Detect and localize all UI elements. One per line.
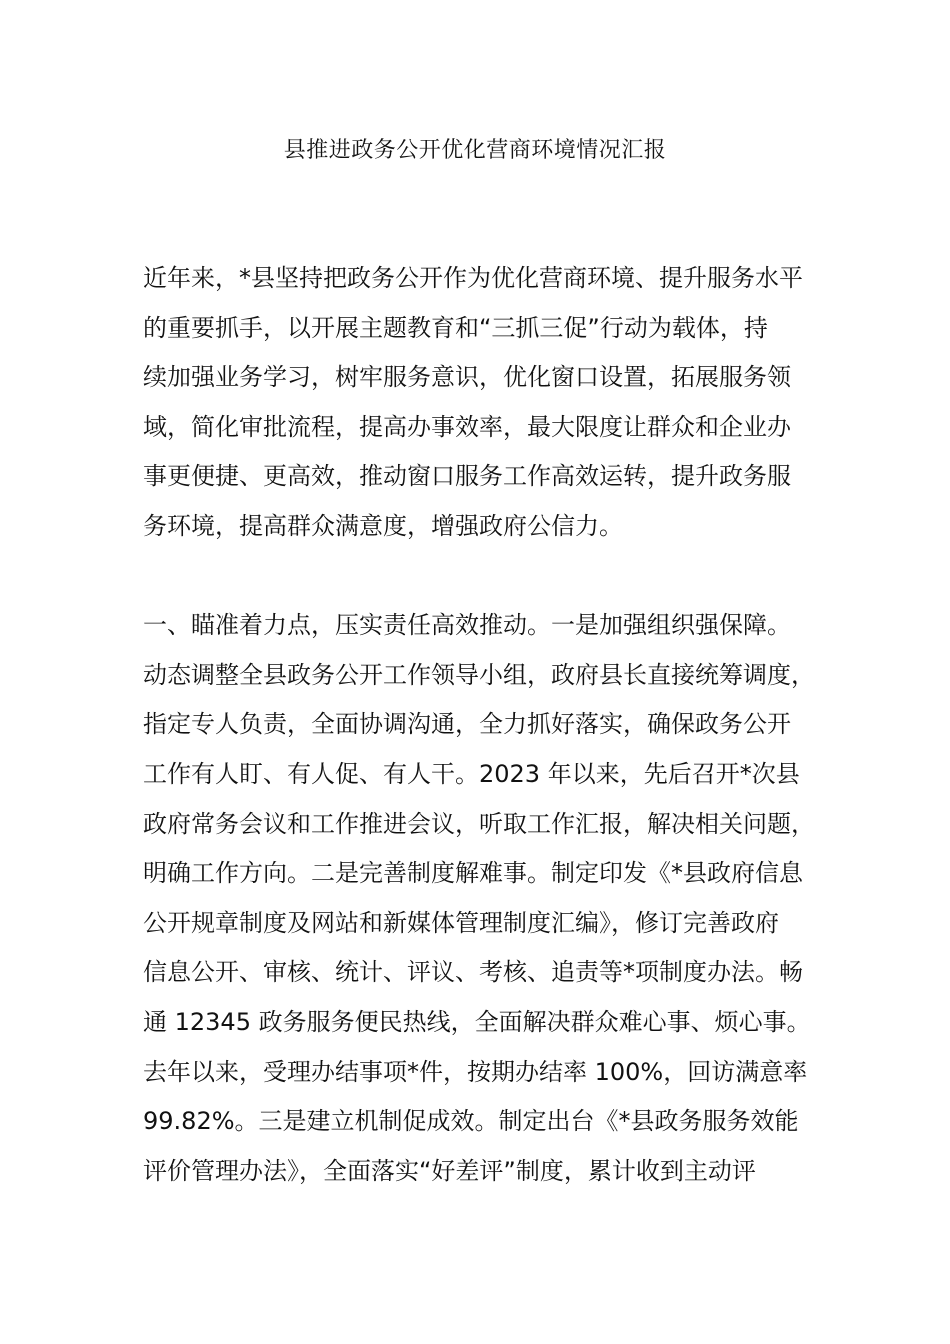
paragraph-line: 政府常务会议和工作推进会议，听取工作汇报，解决相关问题， [143, 809, 815, 838]
paragraph-section-one [143, 601, 815, 1196]
paragraph-line: 评价管理办法》，全面落实“好差评”制度，累计收到主动评 [143, 1156, 756, 1185]
paragraph-intro [143, 254, 807, 552]
paragraph-line: 工作有人盯、有人促、有人干。2023 年以来，先后召开*次县 [143, 759, 800, 788]
paragraph-line: 域，简化审批流程，提高办事效率，最大限度让群众和企业办 [143, 412, 791, 441]
paragraph-line: 99.82%。三是建立机制促成效。制定出台《*县政务服务效能 [143, 1107, 799, 1136]
paragraph-line: 务环境，提高群众满意度，增强政府公信力。 [143, 511, 623, 540]
document-body [143, 254, 815, 1196]
paragraph-line: 通 12345 政务服务便民热线，全面解决群众难心事、烦心事。 [143, 1007, 811, 1036]
paragraph-line: 指定专人负责，全面协调沟通，全力抓好落实，确保政务公开 [143, 710, 791, 739]
paragraph-line: 明确工作方向。二是完善制度解难事。制定印发《*县政府信息 [143, 859, 803, 888]
paragraph-line: 近年来，*县坚持把政务公开作为优化营商环境、提升服务水平 [143, 264, 803, 292]
paragraph-line: 一、瞄准着力点，压实责任高效推动。一是加强组织强保障。 [143, 611, 791, 640]
paragraph-line: 续加强业务学习，树牢服务意识，优化窗口设置，拓展服务领 [143, 363, 791, 392]
paragraph-line: 公开规章制度及网站和新媒体管理制度汇编》，修订完善政府 [143, 908, 779, 937]
paragraph-line: 事更便捷、更高效，推动窗口服务工作高效运转，提升政务服 [143, 462, 791, 491]
paragraph-line: 去年以来，受理办结事项*件，按期办结率 100%，回访满意率 [143, 1057, 808, 1086]
document-title: 县推进政务公开优化营商环境情况汇报 [283, 138, 667, 163]
paragraph-line: 动态调整全县政务公开工作领导小组，政府县长直接统筹调度， [143, 660, 815, 689]
paragraph-gap [143, 552, 807, 602]
paragraph-line: 的重要抓手，以开展主题教育和“三抓三促”行动为载体，持 [143, 313, 768, 342]
paragraph-line: 信息公开、审核、统计、评议、考核、追责等*项制度办法。畅 [143, 958, 803, 987]
